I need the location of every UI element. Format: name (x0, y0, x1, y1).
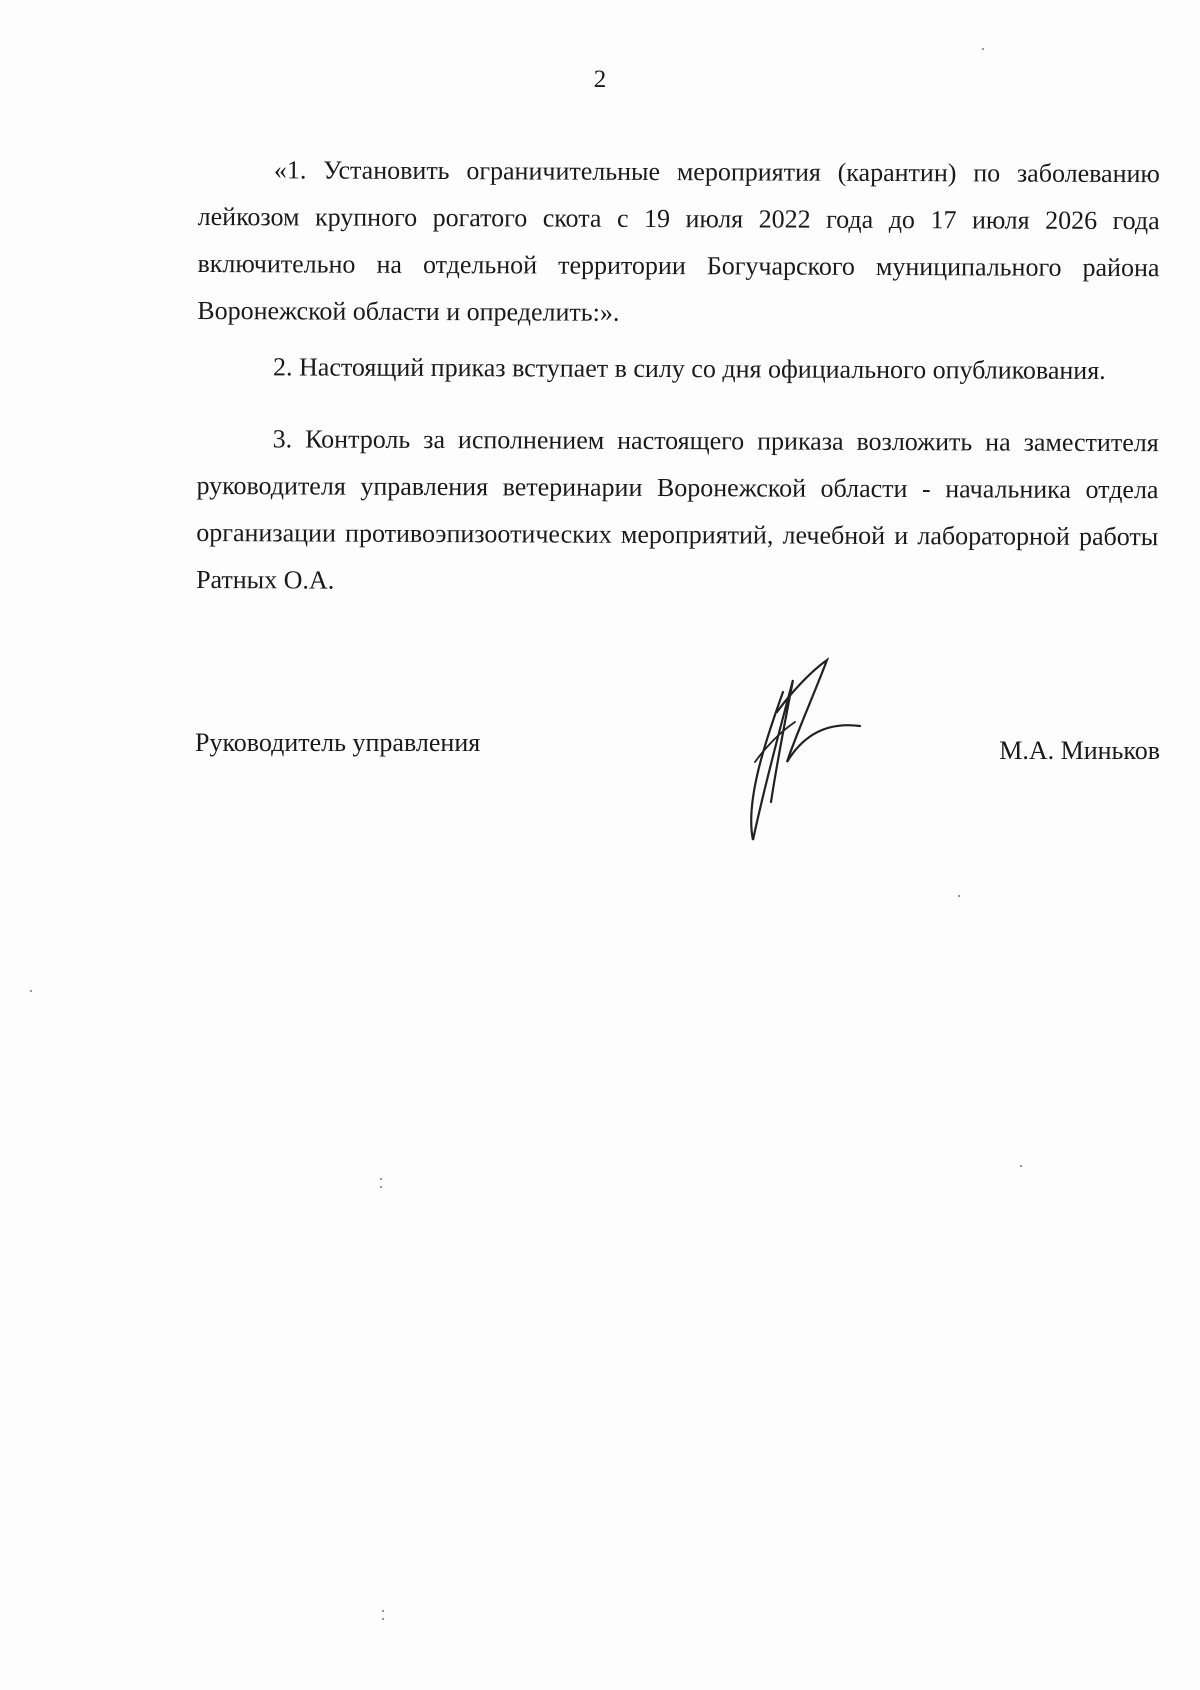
handwritten-signature (735, 652, 875, 852)
signature-block (195, 728, 1160, 768)
document-body (196, 146, 1160, 616)
scan-speck (1020, 1165, 1022, 1167)
paragraph-2: 2. Настоящий приказ вступает в силу со дня официального опубликования. (272, 352, 1106, 385)
signatory-name: М.А. Миньков (999, 736, 1160, 765)
scan-speck (982, 48, 984, 50)
signatory-position: Руководитель управления (195, 728, 481, 757)
scan-speck (380, 1178, 382, 1180)
page-number: 2 (593, 66, 607, 93)
scan-speck (958, 895, 960, 897)
paragraph-3: 3. Контроль за исполнением настоящего приказа возложить на заместителя руководителя управления ветеринарии Воронежской области - начальника отдела организации противоэпизоотических мероприятий, лечебной и лабораторной работы Ратных О.А. (196, 424, 1159, 595)
scan-speck (30, 990, 32, 992)
scan-speck (382, 1610, 384, 1612)
paragraph-1: «1. Установить ограничительные мероприятия (карантин) по заболеванию лейкозом крупного рогатого скота с 19 июля 2022 года до 17 июля 2026 года включительно на отдельной территории Богучарского муниципального района Воронежской области и определить:». (197, 155, 1160, 327)
scan-speck (382, 1618, 384, 1620)
scan-speck (380, 1186, 382, 1188)
